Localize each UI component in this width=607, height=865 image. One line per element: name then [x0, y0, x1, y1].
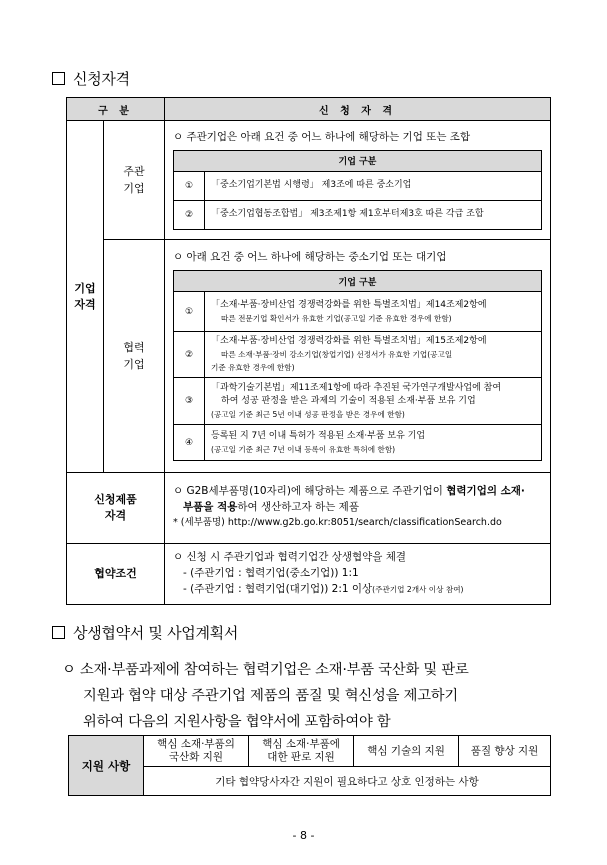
row-agreement	[67, 544, 551, 605]
support-item: 핵심 기술의 지원	[354, 736, 459, 767]
header-category: 구 분	[67, 98, 165, 121]
main-company-intro: ㅇ 주관기업은 아래 요건 중 어느 하나에 해당하는 기업 또는 조합	[173, 130, 471, 143]
support-table	[68, 735, 551, 796]
row-partner-company	[67, 240, 551, 473]
inner-row: ④ 등록된 지 7년 이내 특허가 적용된 소재·부품 보유 기업 (공고일 기준 최근 7년 이내 등록이 유효한 특허에 한함)	[174, 425, 542, 461]
row-product-eligibility	[67, 473, 551, 544]
table-header-row	[67, 98, 551, 121]
checkbox-square-icon	[52, 626, 65, 639]
product-url-note: * (세부품명) http://www.g2b.go.kr:8051/search/classificationSearch.do	[173, 517, 502, 528]
row-main-company	[67, 121, 551, 240]
main-company-inner-table	[173, 150, 542, 230]
label-main-company: 주관 기업	[104, 121, 165, 240]
support-other: 기타 협약당사자간 지원이 필요하다고 상호 인정하는 사항	[144, 767, 551, 796]
section-title-application: 신청자격	[52, 68, 130, 89]
inner-row: ① 「소재·부품·장비산업 경쟁력강화를 위한 특별조치법」제14조제2항에 따른 전문기업 확인서가 유효한 기업(공고일 기준 유효한 경우에 한함)	[174, 292, 542, 332]
inner-row: ③ 「과학기술기본법」제11조제1항에 따라 추진된 국가연구개발사업에 참여 하여 성공 판정을 받은 과제의 기술이 적용된 소재·부품 보유 기업 (공고일 기준 최근 5년 이내 성공 판정을 받은 경우에 한함)	[174, 378, 542, 425]
support-item: 핵심 소재·부품에 대한 판로 지원	[249, 736, 354, 767]
inner-row: ① 「중소기업기본법 시행령」 제3조에 따른 중소기업	[174, 171, 542, 200]
partner-company-intro: ㅇ 아래 요건 중 어느 하나에 해당하는 중소기업 또는 대기업	[173, 251, 447, 263]
partner-company-inner-table	[173, 270, 542, 461]
support-item: 품질 향상 지원	[459, 736, 551, 767]
inner-row: ② 「소재·부품·장비산업 경쟁력강화를 위한 특별조치법」제15조제2항에 따른 소재·부품·장비 강소기업(창업기업) 선정서가 유효한 기업(공고일 기준 유효한 경우에 한함)	[174, 332, 542, 378]
checkbox-square-icon	[52, 72, 65, 85]
partner-company-cell	[165, 240, 551, 473]
support-label: 지원 사항	[69, 736, 144, 796]
section-title-agreement: 상생협약서 및 사업계획서	[52, 622, 238, 643]
label-partner-company: 협력 기업	[104, 240, 165, 473]
inner-row: ② 「중소기업협동조합법」 제3조제1항 제1호부터제3호 따른 각급 조합	[174, 200, 542, 229]
header-eligibility: 신 청 자 격	[165, 98, 551, 121]
support-paragraph: ㅇ 소재·부품과제에 참여하는 협력기업은 소재·부품 국산화 및 판로 지원과 협약 대상 주관기업 제품의 품질 및 혁신성을 제고하기 위하여 다음의 지원사항을 협약서에 포함하여야 함	[62, 662, 469, 730]
support-item: 핵심 소재·부품의 국산화 지원	[144, 736, 249, 767]
eligibility-table	[66, 97, 551, 605]
agreement-cell: ㅇ 신청 시 주관기업과 협력기업간 상생협약을 체결 - (주관기업 : 협력기업(중소기업)) 1:1 - (주관기업 : 협력기업(대기업)) 2:1 이상(주관기업 2개사 이상 참여)	[165, 544, 551, 605]
group-label-company: 기업 자격	[67, 121, 104, 473]
page-number: - 8 -	[292, 829, 315, 842]
label-product-eligibility: 신청제품 자격	[67, 473, 165, 544]
product-eligibility-cell: ㅇ G2B세부품명(10자리)에 해당하는 제품으로 주관기업이 협력기업의 소재· 부품을 적용하여 생산하고자 하는 제품 * (세부품명) http://www.g2b.go.kr:8051/search/classificationSearch.do	[165, 473, 551, 544]
inner-header: 기업 구분	[174, 150, 542, 171]
inner-header: 기업 구분	[174, 271, 542, 292]
label-agreement: 협약조건	[67, 544, 165, 605]
main-company-cell	[165, 121, 551, 240]
